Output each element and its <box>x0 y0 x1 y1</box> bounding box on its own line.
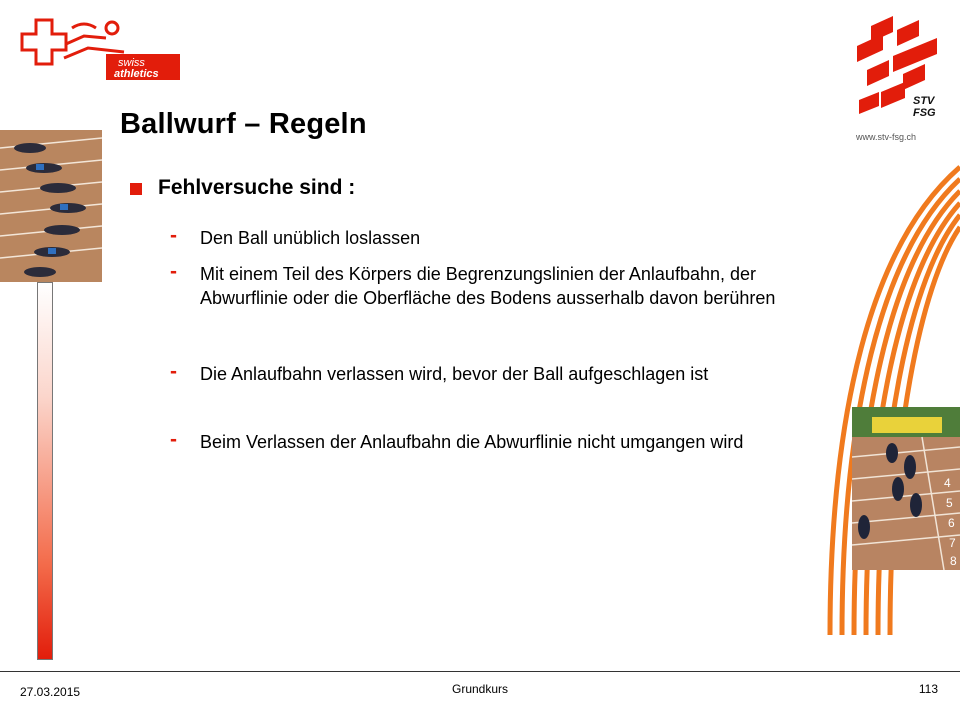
svg-text:5: 5 <box>946 496 953 510</box>
slide-title: Ballwurf – Regeln <box>120 108 367 140</box>
section-heading: Fehlversuche sind : <box>158 176 356 199</box>
logo-text-athletics: athletics <box>114 68 159 80</box>
dash-marker: - <box>170 360 177 383</box>
list-item: Die Anlaufbahn verlassen wird, bevor der Ball aufgeschlagen ist <box>200 364 709 384</box>
svg-text:4: 4 <box>944 476 951 490</box>
list-item: Den Ball unüblich loslassen <box>200 228 421 248</box>
svg-text:7: 7 <box>949 536 956 550</box>
stv-url: www.stv-fsg.ch <box>856 132 917 142</box>
swiss-athletics-logo <box>14 14 184 84</box>
bullet-square-icon <box>130 183 142 195</box>
sprinters-start-photo <box>0 130 102 282</box>
dash-marker: - <box>170 224 177 247</box>
list-item: Mit einem Teil des Körpers die Begrenzungslinien der Anlaufbahn, der Abwurflinie oder die Oberfläche des Bodens ausserhalb davon berühren <box>200 264 776 308</box>
stv-text-stv: STV <box>913 95 935 107</box>
logo-text-swiss: swiss <box>118 57 145 69</box>
stv-text-fsg: FSG <box>913 107 936 119</box>
finish-line-photo <box>852 407 960 570</box>
page-number: 113 <box>918 682 938 696</box>
footer-course-name: Grundkurs <box>451 682 509 696</box>
list-item: Beim Verlassen der Anlaufbahn die Abwurflinie nicht umgangen wird <box>200 432 744 452</box>
dash-marker: - <box>170 260 177 283</box>
stv-fsg-logo <box>853 12 945 130</box>
svg-text:6: 6 <box>948 516 955 530</box>
svg-text:8: 8 <box>950 554 957 568</box>
footer-date: 27.03.2015 <box>20 685 81 699</box>
footer-divider <box>0 671 960 672</box>
left-decorative-bar <box>37 282 53 660</box>
dash-marker: - <box>170 428 177 451</box>
